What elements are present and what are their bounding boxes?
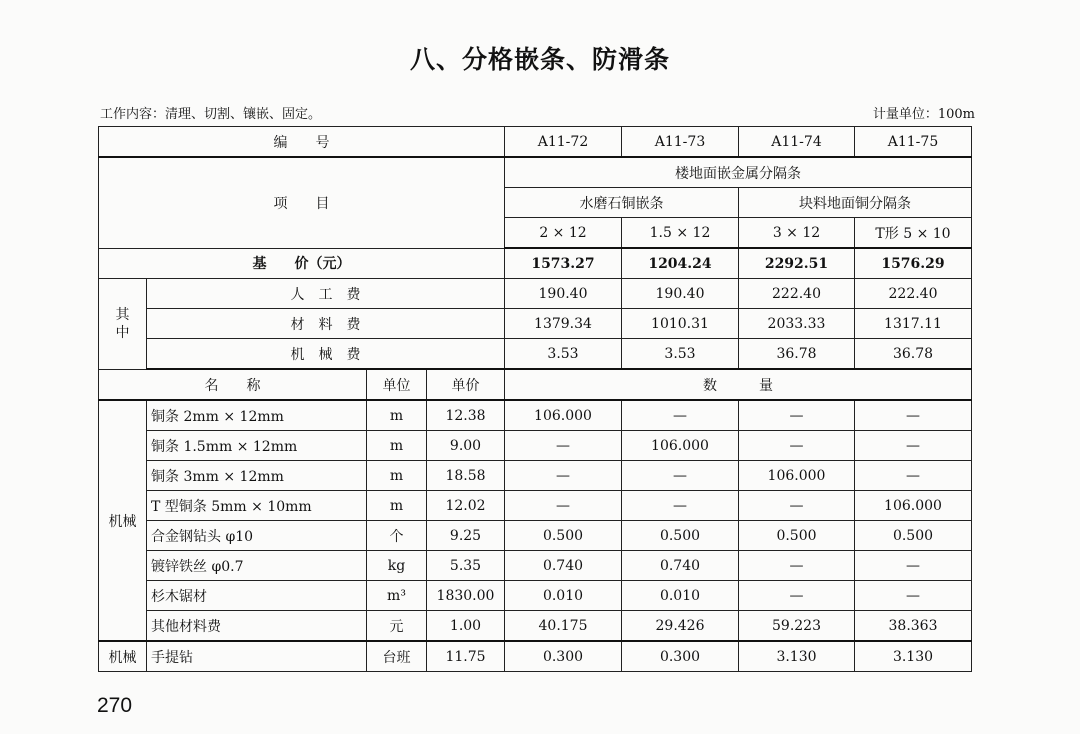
material-qty: —	[739, 400, 855, 431]
among-row	[99, 339, 972, 370]
material-price: 1.00	[427, 611, 505, 642]
material-qty: —	[855, 461, 972, 491]
among-row	[99, 309, 972, 339]
material-unit: m	[367, 461, 427, 491]
material-price: 12.38	[427, 400, 505, 431]
material-unit: kg	[367, 551, 427, 581]
item-label: 项 目	[99, 157, 505, 248]
among-value: 3.53	[505, 339, 622, 370]
spec-cell: 3 × 12	[739, 218, 855, 249]
material-qty: —	[622, 461, 739, 491]
machinery-name: 手提钻	[147, 641, 367, 672]
material-row	[99, 581, 972, 611]
material-row	[99, 431, 972, 461]
machinery-row	[99, 641, 972, 672]
material-price: 1830.00	[427, 581, 505, 611]
among-value: 222.40	[739, 279, 855, 309]
material-qty: —	[505, 491, 622, 521]
group-row	[99, 157, 972, 188]
among-value: 222.40	[855, 279, 972, 309]
price-column-header: 单价	[427, 369, 505, 400]
material-qty: —	[505, 431, 622, 461]
material-qty: —	[505, 461, 622, 491]
material-row	[99, 551, 972, 581]
material-price: 9.00	[427, 431, 505, 461]
material-price: 12.02	[427, 491, 505, 521]
unit-of-measure: 计量单位：100m	[872, 107, 975, 122]
among-row	[99, 279, 972, 309]
material-qty: 106.000	[739, 461, 855, 491]
among-value: 36.78	[855, 339, 972, 370]
base-price-value: 1573.27	[505, 248, 622, 279]
column-header-row	[99, 369, 972, 400]
material-qty: —	[855, 431, 972, 461]
machinery-group-label: 机械	[99, 641, 147, 672]
material-qty: 106.000	[505, 400, 622, 431]
subgroup-label: 块料地面铜分隔条	[739, 188, 972, 218]
material-unit: m³	[367, 581, 427, 611]
material-name: 铜条 2mm × 12mm	[147, 400, 367, 431]
material-qty: —	[739, 491, 855, 521]
among-label	[99, 279, 147, 370]
material-qty: 0.010	[622, 581, 739, 611]
among-value: 1010.31	[622, 309, 739, 339]
material-qty: —	[855, 551, 972, 581]
among-item-label: 机 械 费	[147, 339, 505, 370]
machinery-price: 11.75	[427, 641, 505, 672]
among-value: 190.40	[505, 279, 622, 309]
code-cell: A11-74	[739, 127, 855, 158]
material-group-label: 机械	[99, 400, 147, 641]
material-qty: 0.740	[622, 551, 739, 581]
material-qty: 0.500	[622, 521, 739, 551]
material-price: 18.58	[427, 461, 505, 491]
among-value: 1379.34	[505, 309, 622, 339]
material-qty: 0.500	[855, 521, 972, 551]
spec-cell: 2 × 12	[505, 218, 622, 249]
material-name: 镀锌铁丝 φ0.7	[147, 551, 367, 581]
machinery-qty: 3.130	[855, 641, 972, 672]
code-label: 编 号	[99, 127, 505, 158]
material-qty: —	[855, 400, 972, 431]
page-number: 270	[97, 694, 133, 717]
material-qty: —	[622, 400, 739, 431]
material-row	[99, 521, 972, 551]
material-qty: 59.223	[739, 611, 855, 642]
material-unit: 个	[367, 521, 427, 551]
code-cell: A11-72	[505, 127, 622, 158]
material-unit: m	[367, 431, 427, 461]
machinery-qty: 3.130	[739, 641, 855, 672]
among-item-label: 人 工 费	[147, 279, 505, 309]
code-cell: A11-73	[622, 127, 739, 158]
group-label: 楼地面嵌金属分隔条	[505, 157, 972, 188]
material-qty: —	[739, 581, 855, 611]
material-price: 5.35	[427, 551, 505, 581]
name-column-header: 名 称	[99, 369, 367, 400]
material-qty: 0.010	[505, 581, 622, 611]
unit-column-header: 单位	[367, 369, 427, 400]
machinery-qty: 0.300	[622, 641, 739, 672]
material-row	[99, 400, 972, 431]
material-qty: 29.426	[622, 611, 739, 642]
page-title: 八、分格嵌条、防滑条	[409, 45, 670, 74]
among-label-bottom: 中	[115, 324, 130, 341]
material-row	[99, 611, 972, 642]
material-name: 铜条 1.5mm × 12mm	[147, 431, 367, 461]
spec-cell: T形 5 × 10	[855, 218, 972, 249]
material-name: 合金钢钻头 φ10	[147, 521, 367, 551]
base-price-value: 2292.51	[739, 248, 855, 279]
material-qty: 0.500	[739, 521, 855, 551]
spec-cell: 1.5 × 12	[622, 218, 739, 249]
quota-table	[98, 126, 972, 672]
among-value: 36.78	[739, 339, 855, 370]
base-price-label: 基 价（元）	[99, 248, 505, 279]
material-qty: 38.363	[855, 611, 972, 642]
material-qty: —	[739, 431, 855, 461]
among-label-top: 其	[115, 306, 130, 323]
material-row	[99, 461, 972, 491]
material-name: 其他材料费	[147, 611, 367, 642]
material-qty: 106.000	[622, 431, 739, 461]
machinery-qty: 0.300	[505, 641, 622, 672]
work-content: 工作内容：清理、切割、镶嵌、固定。	[100, 107, 322, 122]
material-qty: 106.000	[855, 491, 972, 521]
among-value: 1317.11	[855, 309, 972, 339]
material-unit: m	[367, 491, 427, 521]
material-name: 杉木锯材	[147, 581, 367, 611]
machinery-unit: 台班	[367, 641, 427, 672]
among-value: 190.40	[622, 279, 739, 309]
material-qty: —	[739, 551, 855, 581]
among-item-label: 材 料 费	[147, 309, 505, 339]
among-value: 2033.33	[739, 309, 855, 339]
material-name: 铜条 3mm × 12mm	[147, 461, 367, 491]
material-row	[99, 491, 972, 521]
code-row	[99, 127, 972, 158]
base-price-row	[99, 248, 972, 279]
material-qty: 40.175	[505, 611, 622, 642]
material-unit: m	[367, 400, 427, 431]
material-price: 9.25	[427, 521, 505, 551]
material-qty: 0.740	[505, 551, 622, 581]
subgroup-label: 水磨石铜嵌条	[505, 188, 739, 218]
material-qty: —	[622, 491, 739, 521]
code-cell: A11-75	[855, 127, 972, 158]
material-unit: 元	[367, 611, 427, 642]
material-qty: —	[855, 581, 972, 611]
base-price-value: 1576.29	[855, 248, 972, 279]
material-name: T 型铜条 5mm × 10mm	[147, 491, 367, 521]
material-qty: 0.500	[505, 521, 622, 551]
among-value: 3.53	[622, 339, 739, 370]
base-price-value: 1204.24	[622, 248, 739, 279]
quantity-column-header: 数 量	[505, 369, 972, 400]
